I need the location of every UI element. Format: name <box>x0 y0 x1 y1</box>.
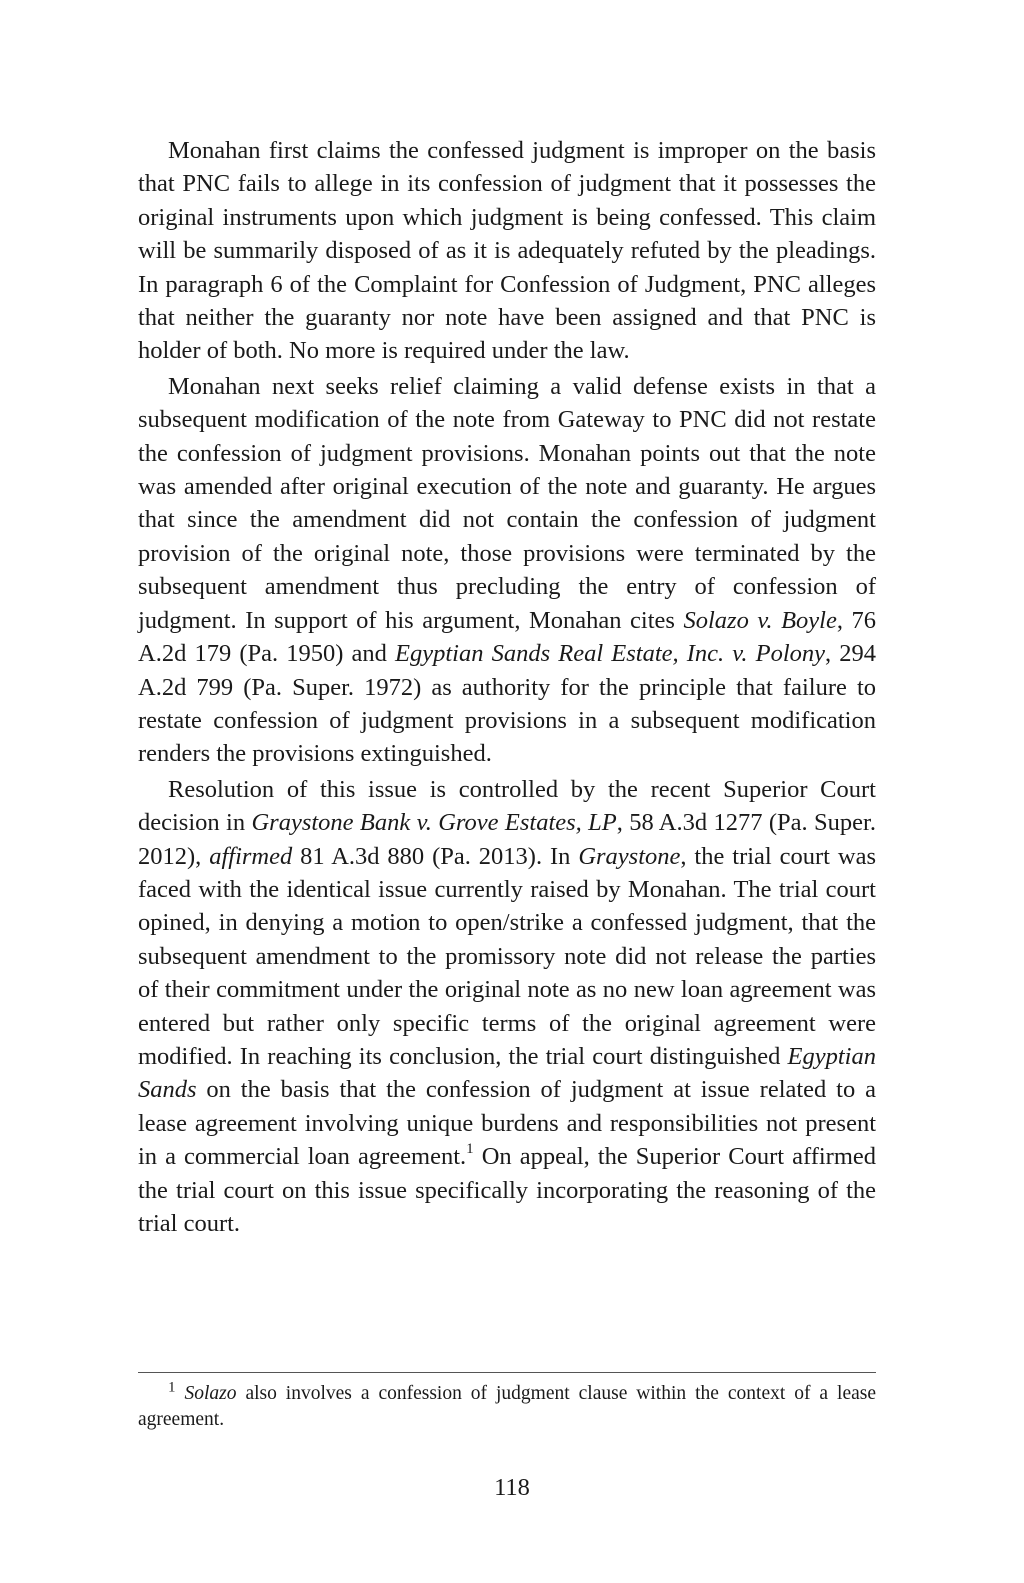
footnote-divider <box>138 1372 876 1373</box>
paragraph-text: , 58 A.3d 1277 (Pa. Super. 2012), <box>138 809 876 870</box>
footnote-1 <box>138 1381 876 1433</box>
case-citation: Egyptian Sands Real Estate, Inc. v. Polony <box>395 640 825 668</box>
citation-signal: affirmed <box>209 842 293 870</box>
paragraph-text: On appeal, the Superior Court affirmed the trial court on this issue specifically incorporating the reasoning of the trial court. <box>138 1143 877 1237</box>
document-body <box>138 134 876 1242</box>
page-number: 118 <box>494 1474 530 1501</box>
case-citation: Solazo <box>184 1383 237 1404</box>
case-citation: Graystone Bank v. Grove Estates, LP <box>251 809 617 837</box>
footnote-reference[interactable]: 1 <box>466 1141 474 1158</box>
footnote-marker: 1 <box>168 1379 176 1396</box>
paragraph-text: , the trial court was faced with the identical issue currently raised by Monahan. The trial court opined, in denying a motion to open/strike a confessed judgment, that the subsequent amendment to the promissory note did not release the parties of their commitment under the original note as no new loan agreement was entered but rather only specific terms of the original agreement were modified. In reaching its conclusion, the trial court distinguished <box>138 842 876 1070</box>
paragraph-text: Resolution of this issue is controlled by the recent Superior Court decision in <box>138 775 876 837</box>
paragraph-text: Monahan first claims the confessed judgment is improper on the basis that PNC fails to allege in its confession of judgment that it possesses the original instruments upon which judgment is being confessed. This claim will be summarily disposed of as it is adequately refuted by the pleadings. In paragraph 6 of the Complaint for Confession of Judgment, PNC alleges that neither the guaranty nor note have been assigned and that PNC is holder of both. No more is required under the law. <box>138 137 876 365</box>
paragraph-2 <box>138 370 876 771</box>
paragraph-text: on the basis that the confession of judgment at issue related to a lease agreement involving unique burdens and responsibilities not present in a commercial loan agreement. <box>138 1076 876 1171</box>
footnote-text: also involves a confession of judgment clause within the context of a lease agreement. <box>138 1383 877 1430</box>
paragraph-text: , 76 A.2d 179 (Pa. 1950) and <box>138 606 877 668</box>
case-citation: Egyptian Sands <box>138 1042 876 1104</box>
paragraph-1 <box>138 134 876 368</box>
paragraph-text: , 294 A.2d 799 (Pa. Super. 1972) as authority for the principle that failure to restate confession of judgment provisions in a subsequent modification renders the provisions extinguished. <box>138 640 876 768</box>
case-citation: Graystone <box>578 842 681 870</box>
paragraph-text: 81 A.3d 880 (Pa. 2013). In <box>292 842 579 870</box>
case-citation: Solazo v. Boyle <box>683 606 837 634</box>
paragraph-text: Monahan next seeks relief claiming a valid defense exists in that a subsequent modification of the note from Gateway to PNC did not restate the confession of judgment provisions. Monahan points out that the note was amended after original execution of the note and guaranty. He argues that since the amendment did not contain the confession of judgment provision of the original note, those provisions were terminated by the subsequent amendment thus precluding the entry of confession of judgment. In support of his argument, Monahan cites <box>138 372 876 634</box>
paragraph-3 <box>138 773 876 1241</box>
